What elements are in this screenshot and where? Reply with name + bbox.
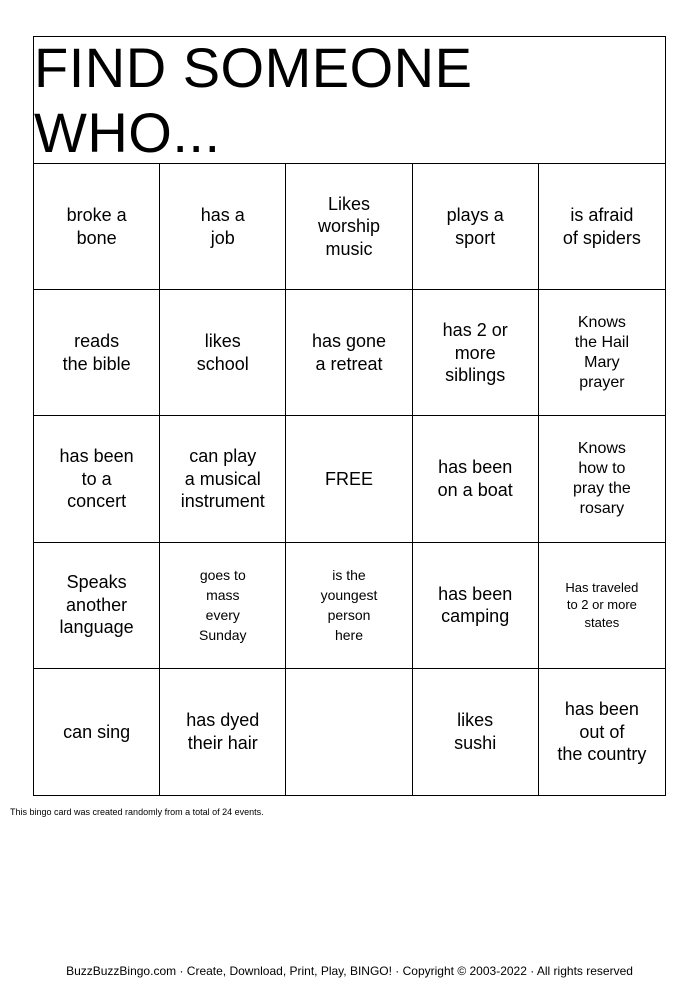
bingo-cell [539, 543, 665, 669]
bingo-card [33, 36, 666, 796]
bingo-cell [413, 543, 539, 669]
card-title: FIND SOMEONE WHO... [34, 37, 665, 164]
bingo-cell [539, 669, 665, 795]
bingo-cell [34, 164, 160, 290]
bingo-cell-text: reads the bible [62, 331, 131, 374]
bingo-cell [160, 543, 286, 669]
bingo-cell [286, 669, 412, 795]
bingo-cell [286, 416, 412, 542]
bingo-cell-text: has gone a retreat [311, 331, 387, 374]
bingo-cell [286, 543, 412, 669]
bingo-cell [413, 669, 539, 795]
bingo-cell-text: Knows the Hail Mary prayer [574, 313, 630, 391]
bingo-cell-text: can play a musical instrument [180, 446, 265, 512]
bingo-cell [34, 290, 160, 416]
bingo-cell-text: has 2 or more siblings [442, 320, 508, 386]
bingo-cell-text: has been out of the country [557, 699, 647, 765]
bingo-cell-text: has a job [200, 205, 245, 248]
bingo-cell-text: FREE [324, 468, 373, 489]
bingo-cell [160, 164, 286, 290]
bingo-cell-text: can sing [63, 721, 131, 742]
bingo-cell [160, 290, 286, 416]
bingo-cell-text: Likes worship music [317, 193, 380, 259]
bingo-cell-text: Speaks another language [59, 572, 134, 638]
bingo-cell-text: Knows how to pray the rosary [572, 439, 631, 517]
bingo-cell-text: has been camping [438, 583, 513, 627]
bingo-cell [539, 164, 665, 290]
page-footer: BuzzBuzzBingo.com · Create, Download, Print, Play, BINGO! · Copyright © 2003-2022 · All rights reserved [66, 964, 633, 978]
bingo-grid [34, 164, 665, 795]
bingo-cell-text: goes to mass every Sunday [199, 566, 247, 644]
bingo-cell-text: has been on a boat [437, 457, 513, 500]
bingo-cell-text: plays a sport [446, 205, 504, 248]
bingo-cell-text: Has traveled to 2 or more states [565, 579, 639, 630]
bingo-cell [413, 416, 539, 542]
bingo-cell [34, 543, 160, 669]
bingo-cell-text: likes school [196, 331, 249, 374]
card-note: This bingo card was created randomly from a total of 24 events. [10, 807, 264, 817]
bingo-cell [160, 416, 286, 542]
bingo-cell-text: has dyed their hair [186, 710, 260, 753]
bingo-cell [413, 290, 539, 416]
bingo-cell [160, 669, 286, 795]
bingo-cell-text: is the youngest person here [320, 566, 378, 644]
bingo-cell [286, 164, 412, 290]
bingo-cell [413, 164, 539, 290]
bingo-cell [286, 290, 412, 416]
bingo-cell-text: is afraid of spiders [562, 205, 641, 248]
bingo-cell-text: likes sushi [454, 710, 497, 753]
bingo-cell-text: has been to a concert [59, 446, 134, 512]
bingo-cell [539, 290, 665, 416]
bingo-cell [539, 416, 665, 542]
bingo-cell [34, 416, 160, 542]
bingo-cell-text: broke a bone [66, 205, 127, 248]
bingo-cell [34, 669, 160, 795]
